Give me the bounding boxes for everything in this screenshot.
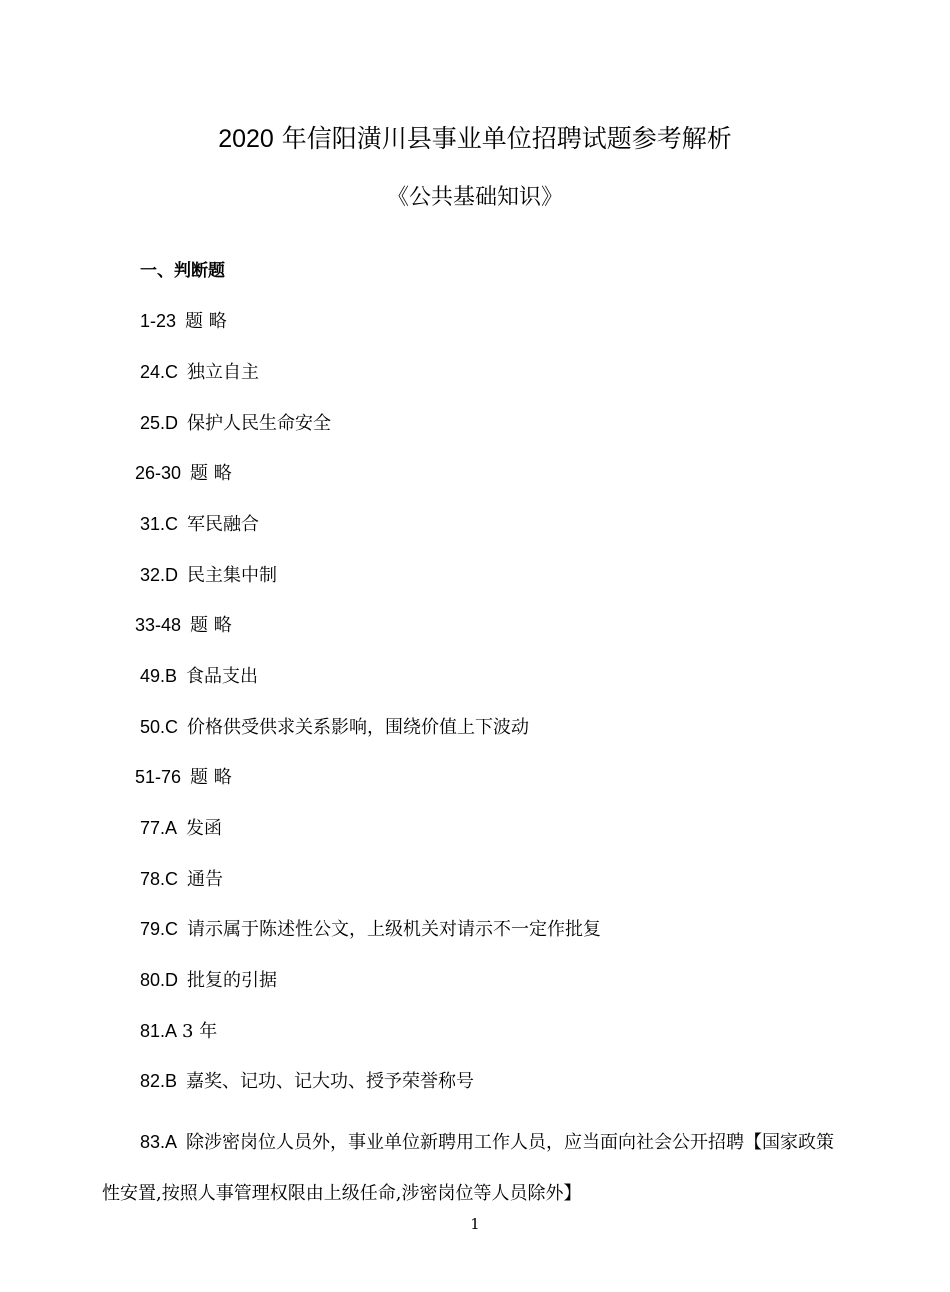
answer-item (140, 1067, 474, 1096)
answer-paragraph (102, 1117, 842, 1219)
answer-text: 批复的引据 (187, 970, 278, 991)
answer-text: 3 年 (182, 1021, 218, 1042)
answer-code: 81.A (140, 1021, 178, 1041)
answer-text: 民主集中制 (187, 565, 278, 586)
section-heading: 一、判断题 (140, 261, 225, 281)
answer-item (140, 713, 529, 742)
answer-item (140, 561, 277, 590)
document-subtitle: 《公共基础知识》 (386, 185, 563, 210)
answer-item (135, 763, 232, 792)
answer-code: 78.C (140, 869, 179, 889)
answer-item (135, 459, 232, 488)
title-text: 年信阳潢川县事业单位招聘试题参考解析 (281, 124, 732, 153)
answer-code: 31.C (140, 514, 179, 534)
answer-text: 发函 (186, 818, 223, 839)
answer-item (140, 409, 331, 438)
answer-code: 33-48 (135, 615, 182, 635)
answer-text: 题 略 (185, 311, 227, 332)
answer-code: 26-30 (135, 463, 182, 483)
answer-text: 通告 (187, 869, 224, 890)
answer-item (140, 358, 259, 387)
answer-text: 保护人民生命安全 (187, 413, 332, 434)
answer-item (135, 611, 232, 640)
answer-code: 25.D (140, 413, 179, 433)
answer-code: 79.C (140, 919, 179, 939)
answer-item (140, 510, 259, 539)
answer-text: 军民融合 (187, 514, 260, 535)
answer-text: 食品支出 (186, 666, 259, 687)
answer-text: 除涉密岗位人员外，事业单位新聘用工作人员，应当面向社会公开招聘【国家政策性安置,按照人事管理权限由上级任命,涉密岗位等人员除外】 (102, 1132, 835, 1204)
answer-item (140, 915, 601, 944)
answer-text: 嘉奖、记功、记大功、授予荣誉称号 (186, 1071, 475, 1092)
answer-text: 题 略 (190, 767, 232, 788)
answer-text: 题 略 (190, 463, 232, 484)
answer-item (140, 1017, 217, 1046)
answer-item (140, 966, 277, 995)
answer-item (140, 814, 222, 843)
answer-text: 题 略 (190, 615, 232, 636)
answer-text: 独立自主 (187, 362, 260, 383)
answer-code: 82.B (140, 1071, 178, 1091)
title-year: 2020 (218, 125, 274, 153)
answer-code: 1-23 (140, 311, 177, 331)
answer-text: 请示属于陈述性公文，上级机关对请示不一定作批复 (187, 919, 602, 940)
document-title (0, 121, 950, 157)
answer-item (140, 662, 258, 691)
answer-code: 24.C (140, 362, 179, 382)
answer-code: 50.C (140, 717, 179, 737)
answer-text: 价格供受供求关系影响，围绕价值上下波动 (187, 717, 530, 738)
answer-item (140, 865, 223, 894)
answer-code: 32.D (140, 565, 179, 585)
answer-code: 83.A (140, 1132, 178, 1152)
answer-code: 80.D (140, 970, 179, 990)
answer-code: 51-76 (135, 767, 182, 787)
answer-item (140, 307, 227, 336)
answer-code: 49.B (140, 666, 178, 686)
answer-code: 77.A (140, 818, 178, 838)
page-number: 1 (470, 1215, 480, 1233)
